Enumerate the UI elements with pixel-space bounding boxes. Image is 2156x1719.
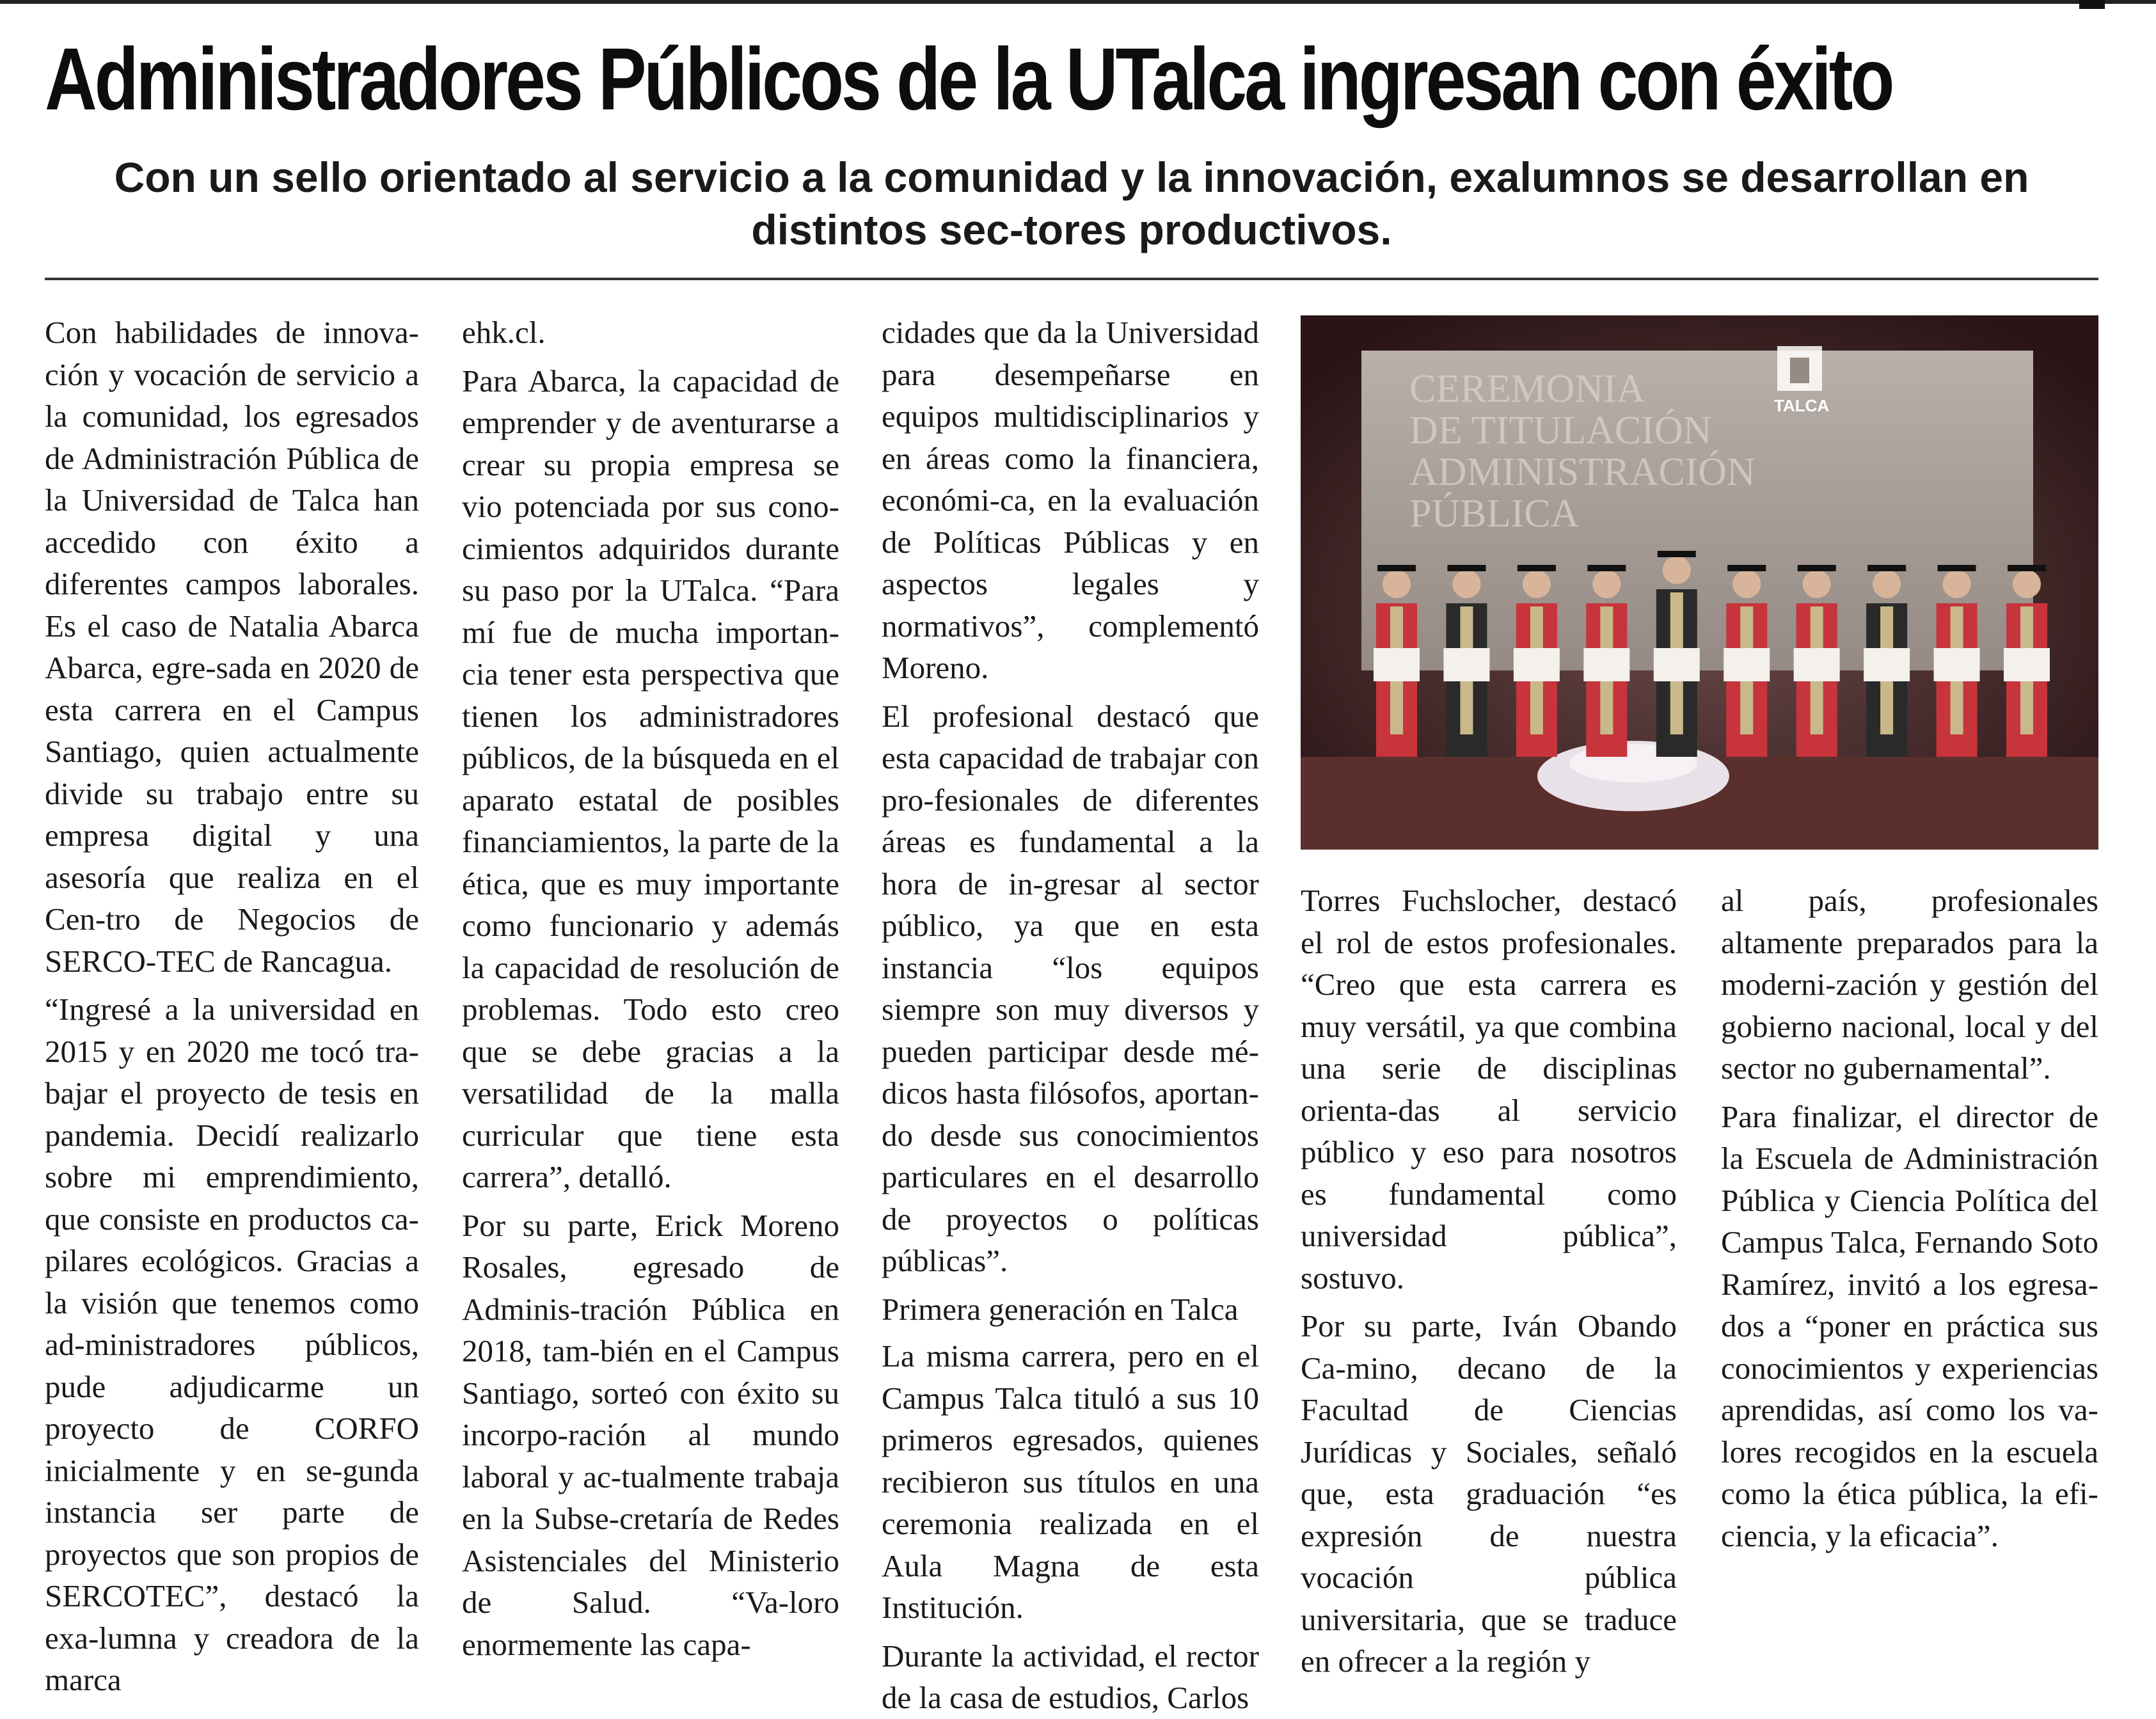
subheadline: Con un sello orientado al servicio a la comunidad y la innovación, exalumnos se desarrollan en distintos sec-tores productivos.	[114, 154, 2029, 253]
ceremony-illustration	[1301, 315, 2098, 850]
paragraph: Durante la actividad, el rector de la casa de estudios, Carlos	[882, 1638, 1259, 1715]
screen-title-line: CEREMONIA	[1409, 367, 1645, 411]
screen-title-line: DE TITULACIÓN	[1409, 409, 1712, 452]
paragraph: Por su parte, Erick Moreno Rosales, egresado de Adminis-tración Pública en 2018, tam-bién en el Campus Santiago, sorteó con éxito su incorpo-ración al mundo laboral y ac-tualmente trabaja en la Subse-cretaría de Redes Asistenciales del Ministerio de Salud. “Va-loro enormemente las capa-	[462, 1207, 839, 1662]
paragraph: al país, profesionales altamente preparados para la moderni-zación y gestión del gobierno nacional, local y del sector no gubernamental”.	[1721, 883, 2098, 1086]
screen-title-line: ADMINISTRACIÓN	[1409, 450, 1756, 494]
paragraph: “Ingresé a la universidad en 2015 y en 2020 me tocó tra-bajar el proyecto de tesis en pandemia. Decidí realizarlo sobre mi emprendimiento, que consiste en productos ca-pilares ecológicos. Gracias a la visión que tenemos como ad-ministradores públicos, pude adjudicarme un proyecto de CORFO inicialmente y en se-gunda instancia ser parte de proyectos que son propios de SERCOTEC”, destacó la exa-lumna y creadora de la marca	[45, 992, 419, 1697]
paragraph: Por su parte, Iván Obando Ca-mino, decano de la Facultad de Ciencias Jurídicas y Sociales, señaló que, esta graduación “es expresión de nuestra vocación pública universitaria, que se traduce en ofrecer a la región y	[1301, 1308, 1677, 1679]
screen-title-line: PÚBLICA	[1409, 492, 1580, 535]
paragraph: Torres Fuchslocher, destacó el rol de estos profesionales. “Creo que esta carrera es muy versátil, ya que combina una serie de disciplinas orienta-das al servicio público y eso para nosotros es fundamental como universidad pública”, sostuvo.	[1301, 883, 1677, 1295]
paragraph: El profesional destacó que esta capacidad de trabajar con pro-fesionales de diferentes áreas es fundamental a la hora de in-gresar al sector público, ya que en esta instancia “los equipos siempre son muy diversos y pueden participar desde mé-dicos hasta filósofos, aportan-do desde sus conocimientos particulares en el desarrollo de proyectos o políticas públicas”.	[882, 698, 1259, 1278]
paragraph: cidades que da la Universidad para desempeñarse en equipos multidisciplinarios y en áreas como la financiera, económi-ca, en la evaluación de Políticas Públicas y en aspectos legales y normativos”, complementó Moreno.	[882, 315, 1259, 685]
section-subtitle: Primera generación en Talca	[882, 1291, 1239, 1327]
paragraph: La misma carrera, pero en el Campus Talca tituló a sus 10 primeros egresados, quienes recibieron sus títulos en una ceremonia realizada en el Aula Magna de esta Institución.	[882, 1338, 1259, 1625]
column-3	[882, 312, 1259, 1715]
column-5	[1721, 880, 2098, 1565]
headline: Administradores Públicos de la UTalca ingresan con éxito	[45, 30, 1892, 129]
paragraph: Para finalizar, el director de la Escuela de Administración Pública y Ciencia Política del Campus Talca, Fernando Soto Ramírez, invitó a los egresa-dos a “poner en práctica sus conocimientos y experiencias aprendidas, así como los va-lores recogidos en la escuela como la ética pública, la efi-ciencia, y la eficacia”.	[1721, 1098, 2098, 1553]
column-2	[462, 312, 839, 1662]
paragraph: Con habilidades de innova-ción y vocación de servicio a la comunidad, los egresados de Administración Pública de la Universidad de Talca han accedido con éxito a diferentes campos laborales. Es el caso de Natalia Abarca Abarca, egre-sada en 2020 de esta carrera en el Campus Santiago, quien actualmente divide su trabajo entre su empresa digital y una asesoría que realiza en el Cen-tro de Negocios de SERCO-TEC de Rancagua.	[45, 315, 419, 979]
utalca-logo	[1774, 346, 1829, 415]
paragraph: ehk.cl.	[462, 315, 546, 350]
top-rule	[0, 0, 2156, 4]
section-rule	[45, 278, 2098, 280]
logo-text: TALCA	[1774, 396, 1830, 415]
ceremony-photo	[1301, 315, 2098, 850]
column-1	[45, 312, 419, 1697]
column-4	[1301, 880, 1677, 1679]
paragraph: Para Abarca, la capacidad de emprender y de aventurarse a crear su propia empresa se vio potenciada por sus cono-cimientos adquiridos durante su paso por la UTalca. “Para mí fue de mucha importan-cia tener esta perspectiva que tienen los administradores públicos, de la búsqueda en el aparato estatal de posibles financiamientos, la parte de la ética, que es muy importante como funcionario y además la capacidad de resolución de problemas. Todo esto creo que se debe gracias a la versatilidad de la malla curricular que tiene esta carrera”, detalló.	[462, 363, 839, 1194]
top-rule-mark	[2079, 0, 2105, 9]
